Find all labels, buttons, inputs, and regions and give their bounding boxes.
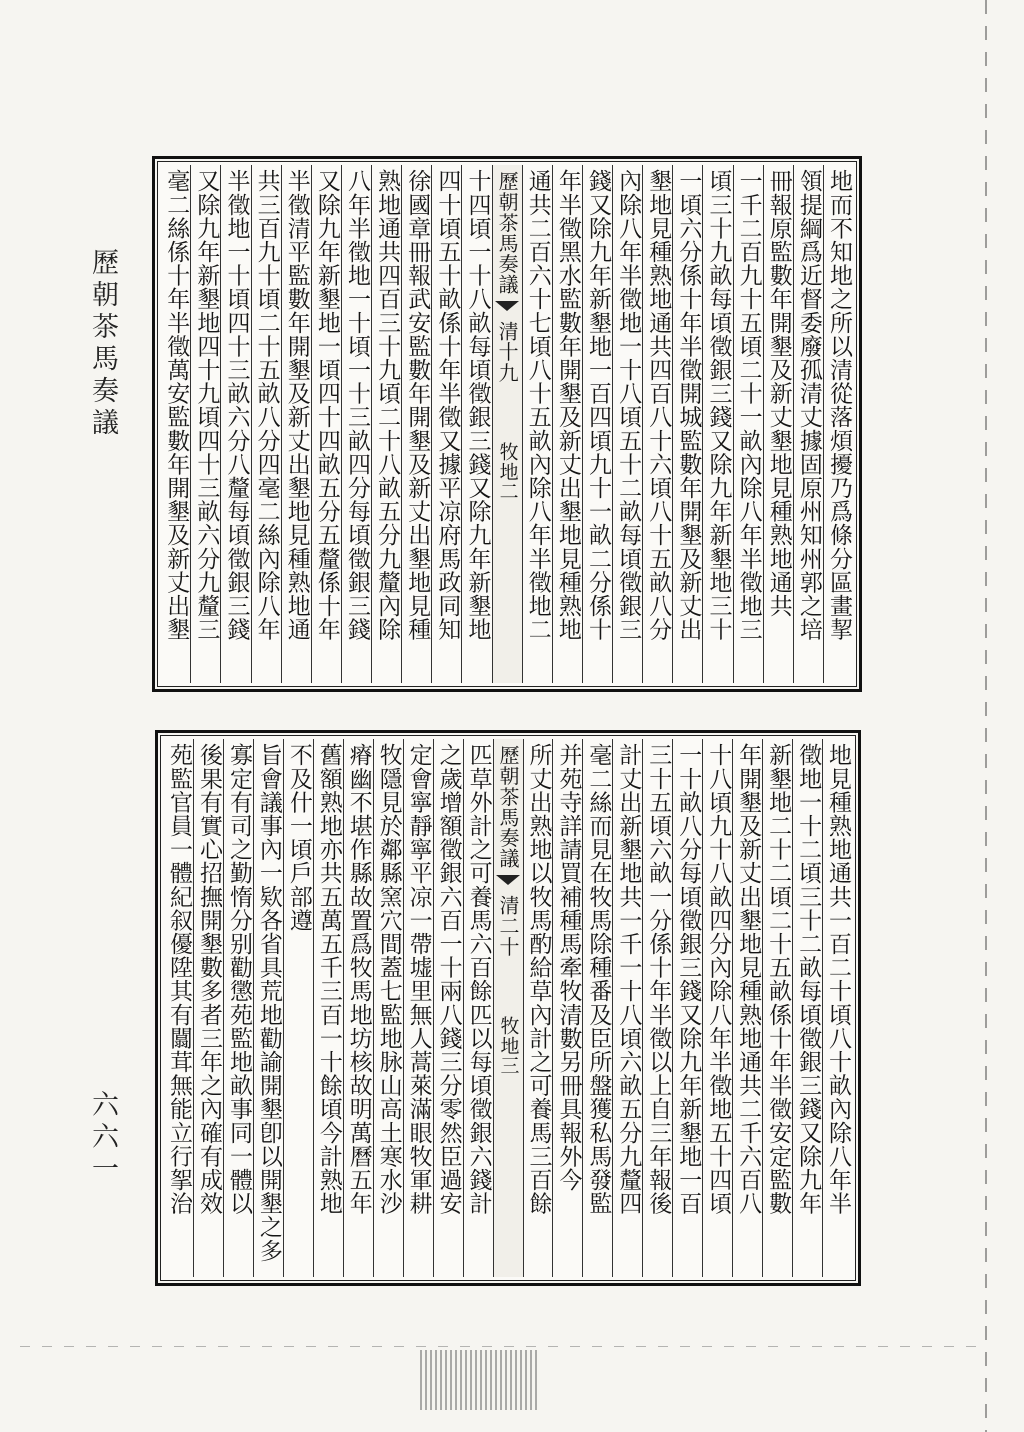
page-edge — [985, 0, 987, 1432]
text-column: 後果有實心招撫開墾數多者三年之內確有成效 — [193, 739, 223, 1277]
text-column: 地見種熟地通共一百二十頃八十畝內除八年半 — [822, 739, 852, 1277]
center-title: 歷朝茶馬奏議 — [495, 171, 520, 295]
text-column: 寡定有司之勤惰分别勸懲苑監地畝事同一體以 — [223, 739, 253, 1277]
center-title: 歷朝茶馬奏議 — [496, 745, 521, 869]
text-column: 錢又除九年新墾地一百四頃九十一畝二分係十 — [582, 165, 612, 683]
text-column: 毫二絲而見在牧馬除種番及臣所盤獲私馬發監 — [582, 739, 612, 1277]
text-column: 半徵地一十頃四十三畝六分八釐每頃徵銀三錢 — [220, 165, 250, 683]
text-column: 定會寧靜寧平凉一帶墟里無人蒿萊滿眼牧軍耕 — [403, 739, 433, 1277]
juan-label: 清十九 — [495, 320, 520, 383]
section-label: 牧地二 — [496, 442, 519, 502]
text-column: 新墾地二十二頃二十五畝係十年半徵安定監數 — [762, 739, 792, 1277]
text-column: 一頃六分係十年半徵開城監數年開墾及新丈出 — [672, 165, 702, 683]
page-number: 六六一 — [87, 1090, 118, 1186]
scan-artifact-strip — [420, 1350, 540, 1410]
text-column: 所丈出熟地以牧馬酌給草內計之可養馬三百餘 — [523, 739, 553, 1277]
text-column: 年半徵黑水監數年開墾及新丈出墾地見種熟地 — [552, 165, 582, 683]
folio-center-strip — [492, 165, 522, 683]
text-column: 半徵清平監數年開墾及新丈出墾地見種熟地通 — [281, 165, 311, 683]
text-column: 熟地通共四百三十九頃二十八畝五分九釐內除 — [371, 165, 401, 683]
scan-artifact-line — [20, 1346, 980, 1347]
fish-tail-icon — [495, 301, 519, 311]
text-column: 通共二百六十七頃八十五畝內除八年半徵地二 — [522, 165, 552, 683]
text-column: 瘠幽不堪作縣故置爲牧馬地坊核故明萬曆五年 — [343, 739, 373, 1277]
text-column: 十八頃九十八畝四分內除八年半徵地五十四頃 — [702, 739, 732, 1277]
text-column: 領提綱爲近督委廢孤清丈據固原州知州郭之培 — [793, 165, 823, 683]
top-folio-columns — [161, 165, 853, 683]
text-column: 徐國章冊報武安監數年開墾及新丈出墾地見種 — [401, 165, 431, 683]
book-title: 歷朝茶馬奏議 — [87, 248, 118, 440]
text-column: 旨會議事內一欵各省具荒地勸諭開墾卽以開墾之多 — [253, 739, 283, 1277]
top-folio — [152, 156, 862, 692]
juan-label: 清二十 — [496, 894, 521, 957]
text-column: 牧隱見於鄰縣窯穴間蓋七監地脉山高土寒水沙 — [373, 739, 403, 1277]
text-column: 之歲增額徵銀六百一十兩八錢三分零然臣過安 — [433, 739, 463, 1277]
text-column: 一十畝八分每頃徵銀三錢又除九年新墾地一百 — [672, 739, 702, 1277]
text-column: 年開墾及新丈出墾地見種熟地通共二千六百八 — [732, 739, 762, 1277]
text-column: 墾地見種熟地通共四百八十六頃八十五畝八分 — [642, 165, 672, 683]
text-column: 匹草外計之可養馬六百餘匹以每頃徵銀六錢計 — [463, 739, 493, 1277]
text-column: 計丈出新墾地共一千一十八頃六畝五分九釐四 — [612, 739, 642, 1277]
text-column: 十四頃一十八畝每頃徵銀三錢又除九年新墾地 — [461, 165, 491, 683]
text-column: 八年半徵地一十頃一十三畝四分每頃徵銀三錢 — [341, 165, 371, 683]
text-column: 一千二百九十五頃二十一畝內除八年半徵地三 — [733, 165, 763, 683]
text-column: 又除九年新墾地一頃四十四畝五分五釐係十年 — [311, 165, 341, 683]
text-column: 內除八年半徵地一十八頃五十二畝每頃徵銀三 — [612, 165, 642, 683]
bottom-folio-columns — [164, 739, 852, 1277]
text-column: 舊額熟地亦共五萬五千三百一十餘頃今計熟地 — [313, 739, 343, 1277]
text-column: 頃三十九畝每頃徵銀三錢又除九年新墾地三十 — [702, 165, 732, 683]
bottom-folio — [155, 730, 861, 1286]
text-column: 又除九年新墾地四十九頃四十三畝六分九釐三 — [190, 165, 220, 683]
section-label: 牧地三 — [497, 1016, 520, 1076]
text-column: 苑監官員一體紀叙優陞其有闒茸無能立行挐治 — [166, 743, 193, 1215]
text-column: 冊報原監數年開墾及新丈墾地見種熟地通共 — [763, 165, 793, 683]
fish-tail-icon — [496, 875, 520, 885]
text-column: 不及什一頃戶部遵 — [283, 739, 313, 1277]
text-column: 共三百九十頃二十五畝八分四毫二絲內除八年 — [251, 165, 281, 683]
text-column: 三十五頃六畝一分係十年半徵以上自三年報後 — [642, 739, 672, 1277]
folio-center-strip — [493, 739, 523, 1277]
text-column: 毫二絲係十年半徵萬安監數年開墾及新丈出墾 — [163, 169, 190, 641]
text-column: 地而不知地之所以清從落煩擾乃爲條分區畫挈 — [823, 165, 853, 683]
text-column: 并苑寺詳請買補種馬牽牧清數另冊具報外今 — [552, 739, 582, 1277]
text-column: 徵地一十二頃三十二畝每頃徵銀三錢又除九年 — [792, 739, 822, 1277]
text-column: 四十頃五十畝係十年半徵又據平凉府馬政同知 — [431, 165, 461, 683]
